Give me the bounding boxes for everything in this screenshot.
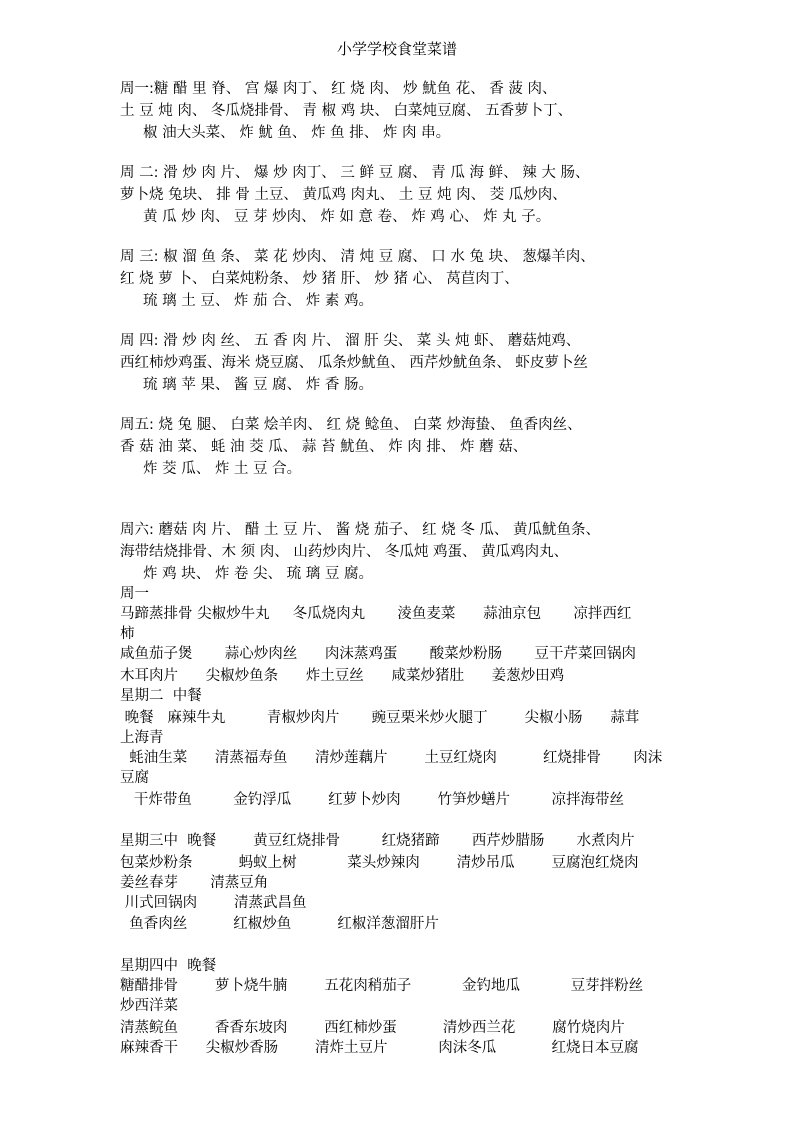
menu-line: 马蹄蒸排骨 尖椒炒牛丸 冬瓜烧肉丸 淩鱼麦菜 蒜油京包 凉拌西红 xyxy=(120,606,632,622)
menu-line: 咸鱼茄子煲 蒜心炒肉丝 肉沫蒸鸡蛋 酸菜炒粉肠 豆干芹菜回锅肉 xyxy=(120,646,636,662)
menu-line: 周 二: 滑 炒 肉 片、 爆 炒 肉丁、 三 鲜 豆 腐、 青 瓜 海 鲜、 辣 大 肠、 xyxy=(120,165,590,181)
menu-line: 川式回锅肉 清蒸武昌鱼 xyxy=(120,895,307,911)
menu-line: 星期四中 晚餐 xyxy=(120,958,217,974)
menu-line: 香 菇 油 菜、 蚝 油 茭 瓜、 蒜 苔 魷鱼、 炸 肉 排、 炸 蘑 菇、 xyxy=(120,439,528,455)
menu-line: 炸 茭 瓜、 炸 土 豆 合。 xyxy=(143,461,302,477)
menu-line: 糖醋排骨 萝卜烧牛腩 五花肉稍茄子 金钓地瓜 豆芽拌粉丝 xyxy=(120,978,644,994)
menu-line: 周六: 蘑菇 肉 片、 醋 土 豆 片、 酱 烧 茄子、 红 烧 冬 瓜、 黄瓜魷鱼条、 xyxy=(120,522,601,538)
menu-line: 椒 油大头菜、 炸 魷 鱼、 炸 鱼 排、 炸 肉 串。 xyxy=(143,125,451,141)
menu-line: 萝卜烧 兔块、 排 骨 土豆、 黄瓜鸡 肉丸、 土 豆 炖 肉、 茭 瓜炒肉、 xyxy=(120,187,567,203)
menu-line: 姜丝春芽 清蒸豆角 xyxy=(120,875,269,891)
menu-line: 干炸带鱼 金钓浮瓜 红萝卜炒肉 竹笋炒蟮片 凉拌海带丝 xyxy=(120,792,625,808)
menu-line: 琉 璃 土 豆、 炸 茄 合、 炸 素 鸡。 xyxy=(143,293,373,309)
page-title: 小学学校食堂菜谱 xyxy=(336,40,457,58)
menu-line: 周一 xyxy=(120,586,149,602)
menu-line: 包菜炒粉条 蚂蚁上树 菜头炒辣肉 清炒吊瓜 豆腐泡红烧肉 xyxy=(120,855,639,871)
menu-line: 鱼香肉丝 红椒炒鱼 红椒洋葱溜肝片 xyxy=(120,916,439,932)
menu-line: 星期三中 晚餐 黄豆红烧排骨 红烧猪蹄 西芹炒腊肠 水煮肉片 xyxy=(120,833,635,849)
menu-line: 麻辣香干 尖椒炒香肠 清炸土豆片 肉沫冬瓜 红烧日本豆腐 xyxy=(120,1040,639,1056)
menu-line: 黄 瓜 炒 肉、 豆 芽 炒肉、 炸 如 意 卷、 炸 鸡 心、 炸 丸 子。 xyxy=(143,209,551,225)
menu-line: 炸 鸡 块、 炸 卷 尖、 琉 璃 豆 腐。 xyxy=(143,566,373,582)
menu-line: 海带结烧排骨、木 须 肉、 山药炒肉片、 冬瓜炖 鸡蛋、 黄瓜鸡肉丸、 xyxy=(120,544,569,560)
menu-line: 清蒸鲩鱼 香香东坡肉 西红柿炒蛋 清炒西兰花 腐竹烧肉片 xyxy=(120,1020,625,1036)
menu-line: 琉 璃 苹 果、 酱 豆 腐、 炸 香 肠。 xyxy=(143,377,373,393)
menu-line: 木耳肉片 尖椒炒鱼条 炸土豆丝 咸菜炒猪肚 姜葱炒田鸡 xyxy=(120,668,565,684)
menu-line: 西红柿炒鸡蛋、海米 烧豆腐、 瓜条炒魷鱼、 西芹炒魷鱼条、 虾皮萝卜丝 xyxy=(120,355,588,371)
menu-line: 炒西洋菜 xyxy=(120,998,178,1014)
menu-line: 蚝油生菜 清蒸福寿鱼 清炒莲藕片 土豆红烧肉 红烧排骨 肉沫 xyxy=(120,750,663,766)
menu-line: 周 三: 椒 溜 鱼 条、 菜 花 炒肉、 清 炖 豆 腐、 口 水 兔 块、 葱爆羊肉、 xyxy=(120,249,595,265)
menu-line: 周五: 烧 兔 腿、 白菜 烩羊肉、 红 烧 鲶鱼、 白菜 炒海蛰、 鱼香肉丝、 xyxy=(120,417,582,433)
menu-line: 上海青 xyxy=(120,730,164,746)
menu-line: 周 四: 滑 炒 肉 丝、 五 香 肉 片、 溜 肝 尖、 菜 头 炖 虾、 蘑菇炖鸡、 xyxy=(120,333,581,349)
menu-line: 晚餐 麻辣牛丸 青椒炒肉片 豌豆栗米炒火腿丁 尖椒小肠 蒜茸 xyxy=(120,710,640,726)
menu-line: 红 烧 萝 卜、 白菜炖粉条、 炒 猪 肝、 炒 猪 心、 莴苣肉丁、 xyxy=(120,271,519,287)
menu-line: 豆腐 xyxy=(120,770,149,786)
menu-line: 星期二 中餐 xyxy=(120,688,202,704)
menu-line: 柿 xyxy=(120,626,135,642)
menu-line: 周一:糖 醋 里 脊、 宫 爆 肉丁、 红 烧 肉、 炒 魷鱼 花、 香 菠 肉、 xyxy=(120,81,557,97)
menu-line: 土 豆 炖 肉、 冬瓜烧排骨、 青 椒 鸡 块、 白菜炖豆腐、 五香萝卜丁、 xyxy=(120,103,573,119)
